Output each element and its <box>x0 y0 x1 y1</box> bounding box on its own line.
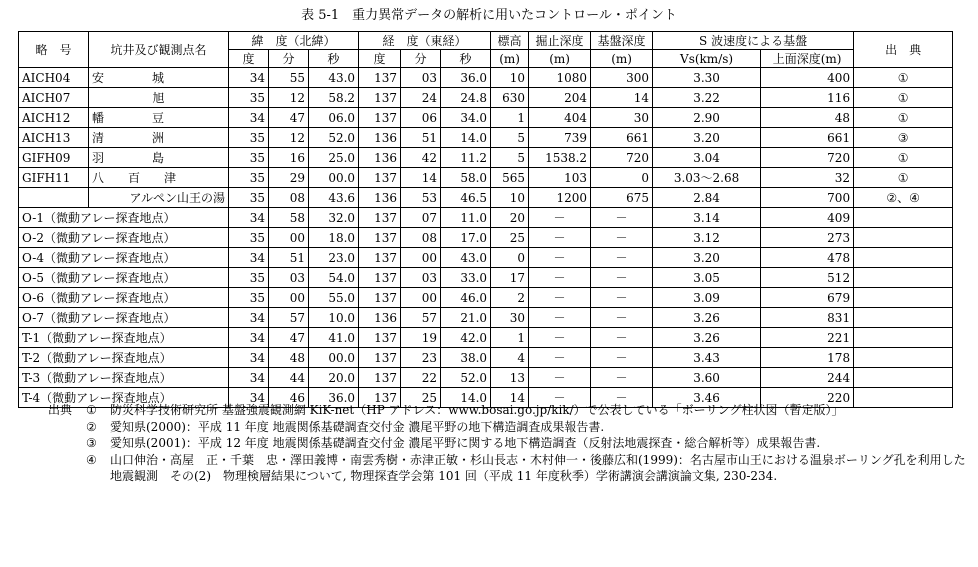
cell-elev: 5 <box>491 128 529 148</box>
header-lat-min: 分 <box>269 50 309 68</box>
cell-top: 478 <box>761 248 854 268</box>
cell-latm: 44 <box>269 368 309 388</box>
cell-lats: 06.0 <box>309 108 359 128</box>
header-name: 坑井及び観測点名 <box>89 32 229 68</box>
cell-depth: 1200 <box>529 188 591 208</box>
cell-vs: 3.26 <box>653 308 761 328</box>
cell-source: ① <box>854 88 953 108</box>
header-lon-sec: 秒 <box>441 50 491 68</box>
cell-lats: 32.0 <box>309 208 359 228</box>
cell-latm: 16 <box>269 148 309 168</box>
cell-lats: 18.0 <box>309 228 359 248</box>
table-row <box>19 248 953 268</box>
cell-abbr: GIFH11 <box>19 168 89 188</box>
cell-top: 409 <box>761 208 854 228</box>
table-row <box>19 228 953 248</box>
cell-lonm: 07 <box>401 208 441 228</box>
cell-elev: 10 <box>491 68 529 88</box>
cell-latm: 46 <box>269 388 309 408</box>
cell-depth: － <box>529 328 591 348</box>
header-lat-deg: 度 <box>229 50 269 68</box>
table-row <box>19 128 953 148</box>
cell-depth: 1080 <box>529 68 591 88</box>
cell-depth: － <box>529 308 591 328</box>
cell-lons: 11.0 <box>441 208 491 228</box>
cell-top: 400 <box>761 68 854 88</box>
cell-name: 羽 島 <box>89 148 229 168</box>
cell-abbr <box>19 188 89 208</box>
cell-lats: 54.0 <box>309 268 359 288</box>
cell-base: － <box>591 368 653 388</box>
cell-lats: 10.0 <box>309 308 359 328</box>
cell-lonm: 03 <box>401 68 441 88</box>
cell-elev: 20 <box>491 208 529 228</box>
table-title: 表 5-1 重力異常データの解析に用いたコントロール・ポイント <box>301 8 677 23</box>
cell-depth: － <box>529 368 591 388</box>
header-vs: Vs(km/s) <box>653 50 761 68</box>
table-row <box>19 368 953 388</box>
cell-latd: 35 <box>229 168 269 188</box>
cell-lons: 17.0 <box>441 228 491 248</box>
header-longitude: 経 度（東経） <box>359 32 491 50</box>
header-elev-unit: (m) <box>491 50 529 68</box>
cell-base: － <box>591 348 653 368</box>
cell-lond: 136 <box>359 148 401 168</box>
cell-latd: 35 <box>229 88 269 108</box>
cell-latm: 57 <box>269 308 309 328</box>
cell-abbr: AICH07 <box>19 88 89 108</box>
cell-elev: 0 <box>491 248 529 268</box>
cell-vs: 3.30 <box>653 68 761 88</box>
cell-lats: 43.6 <box>309 188 359 208</box>
header-lon-deg: 度 <box>359 50 401 68</box>
cell-lonm: 22 <box>401 368 441 388</box>
notes-lead: 出典 <box>48 403 73 417</box>
cell-base: 300 <box>591 68 653 88</box>
header-elevation: 標高 <box>491 32 529 50</box>
cell-name: 旭 <box>89 88 229 108</box>
cell-latd: 34 <box>229 348 269 368</box>
cell-latd: 34 <box>229 368 269 388</box>
note-text: 山口伸治・高屋 正・千葉 忠・澤田義博・南雲秀樹・赤津正敏・杉山長志・木村伸一・後藤広和(1999)：名古屋市山王における温泉ボーリング孔を利用した地震観測 その(2) 物理検層結果について, 物理探査学会第 101 回（平成 11 年度秋季）学術講演会講演論文集, 230-234. <box>110 452 966 483</box>
cell-top: 700 <box>761 188 854 208</box>
table-row <box>19 108 953 128</box>
cell-source: ②、④ <box>854 188 953 208</box>
cell-lats: 23.0 <box>309 248 359 268</box>
cell-latm: 08 <box>269 188 309 208</box>
cell-top: 178 <box>761 348 854 368</box>
cell-abbr: T-4（微動アレー探査地点） <box>19 388 229 408</box>
header-drill-depth: 掘止深度 <box>529 32 591 50</box>
cell-top: 244 <box>761 368 854 388</box>
cell-lond: 136 <box>359 308 401 328</box>
control-point-table <box>18 31 953 408</box>
cell-lonm: 00 <box>401 248 441 268</box>
cell-source <box>854 348 953 368</box>
cell-depth: － <box>529 268 591 288</box>
header-latitude: 緯 度（北緯） <box>229 32 359 50</box>
cell-vs: 3.14 <box>653 208 761 228</box>
cell-top: 273 <box>761 228 854 248</box>
header-depth-unit: (m) <box>529 50 591 68</box>
cell-top: 679 <box>761 288 854 308</box>
cell-depth: 1538.2 <box>529 148 591 168</box>
cell-base: － <box>591 288 653 308</box>
table-row <box>19 308 953 328</box>
cell-lats: 43.0 <box>309 68 359 88</box>
note-4 <box>48 452 968 485</box>
cell-depth: － <box>529 228 591 248</box>
cell-source: ① <box>854 148 953 168</box>
cell-abbr: O-6（微動アレー探査地点） <box>19 288 229 308</box>
cell-lond: 137 <box>359 268 401 288</box>
note-text: 愛知県(2000)：平成 11 年度 地震関係基礎調査交付金 濃尾平野の地下構造調査成果報告書. <box>110 419 605 434</box>
note-num: ② <box>86 419 97 434</box>
cell-latm: 00 <box>269 288 309 308</box>
cell-lonm: 00 <box>401 288 441 308</box>
header-lon-min: 分 <box>401 50 441 68</box>
cell-elev: 5 <box>491 148 529 168</box>
cell-latm: 00 <box>269 228 309 248</box>
table-row <box>19 348 953 368</box>
cell-vs: 2.84 <box>653 188 761 208</box>
cell-top: 220 <box>761 388 854 408</box>
cell-base: 0 <box>591 168 653 188</box>
note-text: 防災科学技術研究所 基盤強震観測網 KiK-net（HP アドレス：www.bosai.go.jp/kik/）で公表している「ボーリング柱状図（暫定版）」 <box>110 403 844 417</box>
cell-latm: 47 <box>269 108 309 128</box>
cell-vs: 3.12 <box>653 228 761 248</box>
cell-lons: 33.0 <box>441 268 491 288</box>
cell-elev: 14 <box>491 388 529 408</box>
header-base-unit: (m) <box>591 50 653 68</box>
cell-source <box>854 228 953 248</box>
cell-lats: 52.0 <box>309 128 359 148</box>
cell-lons: 36.0 <box>441 68 491 88</box>
cell-vs: 3.26 <box>653 328 761 348</box>
cell-top: 831 <box>761 308 854 328</box>
cell-latd: 34 <box>229 108 269 128</box>
cell-lons: 38.0 <box>441 348 491 368</box>
cell-latd: 35 <box>229 228 269 248</box>
cell-name: 八 百 津 <box>89 168 229 188</box>
cell-vs: 3.20 <box>653 248 761 268</box>
cell-source <box>854 368 953 388</box>
cell-lons: 46.0 <box>441 288 491 308</box>
cell-lats: 55.0 <box>309 288 359 308</box>
cell-lond: 137 <box>359 108 401 128</box>
cell-lonm: 14 <box>401 168 441 188</box>
cell-base: － <box>591 208 653 228</box>
cell-lats: 58.2 <box>309 88 359 108</box>
cell-vs: 3.03～2.68 <box>653 168 761 188</box>
cell-name: 安 城 <box>89 68 229 88</box>
cell-elev: 13 <box>491 368 529 388</box>
cell-top: 32 <box>761 168 854 188</box>
cell-elev: 2 <box>491 288 529 308</box>
cell-lonm: 53 <box>401 188 441 208</box>
cell-abbr: T-1（微動アレー探査地点） <box>19 328 229 348</box>
cell-base: 30 <box>591 108 653 128</box>
note-num: ④ <box>86 452 97 467</box>
cell-latd: 34 <box>229 388 269 408</box>
cell-latm: 58 <box>269 208 309 228</box>
cell-lons: 21.0 <box>441 308 491 328</box>
table-row <box>19 88 953 108</box>
cell-lons: 52.0 <box>441 368 491 388</box>
cell-lons: 11.2 <box>441 148 491 168</box>
cell-latm: 12 <box>269 128 309 148</box>
table-row <box>19 328 953 348</box>
cell-abbr: O-1（微動アレー探査地点） <box>19 208 229 228</box>
table-row <box>19 288 953 308</box>
cell-lond: 137 <box>359 368 401 388</box>
note-text: 愛知県(2001)：平成 12 年度 地震関係基礎調査交付金 濃尾平野に関する地下構造調査（反射法地震探査・総合解析等）成果報告書. <box>110 436 821 450</box>
cell-abbr: T-2（微動アレー探査地点） <box>19 348 229 368</box>
cell-lons: 14.0 <box>441 128 491 148</box>
cell-lons: 14.0 <box>441 388 491 408</box>
header-swave: S 波速度による基盤 <box>653 32 854 50</box>
cell-name: 幡 豆 <box>89 108 229 128</box>
cell-elev: 1 <box>491 108 529 128</box>
cell-vs: 3.05 <box>653 268 761 288</box>
cell-base: 675 <box>591 188 653 208</box>
cell-source: ③ <box>854 128 953 148</box>
cell-base: － <box>591 248 653 268</box>
cell-depth: － <box>529 288 591 308</box>
cell-abbr: O-2（微動アレー探査地点） <box>19 228 229 248</box>
cell-lond: 137 <box>359 348 401 368</box>
cell-latd: 34 <box>229 248 269 268</box>
cell-lond: 137 <box>359 288 401 308</box>
cell-latd: 35 <box>229 148 269 168</box>
header-source: 出 典 <box>854 32 953 68</box>
cell-latd: 35 <box>229 268 269 288</box>
cell-lonm: 42 <box>401 148 441 168</box>
cell-elev: 4 <box>491 348 529 368</box>
cell-abbr: O-4（微動アレー探査地点） <box>19 248 229 268</box>
cell-latd: 34 <box>229 308 269 328</box>
cell-latd: 35 <box>229 288 269 308</box>
cell-vs: 3.46 <box>653 388 761 408</box>
cell-latm: 47 <box>269 328 309 348</box>
cell-source: ① <box>854 168 953 188</box>
cell-lond: 137 <box>359 248 401 268</box>
cell-abbr: AICH12 <box>19 108 89 128</box>
cell-lons: 24.8 <box>441 88 491 108</box>
cell-top: 221 <box>761 328 854 348</box>
cell-latd: 35 <box>229 128 269 148</box>
header-basement-depth: 基盤深度 <box>591 32 653 50</box>
cell-lonm: 19 <box>401 328 441 348</box>
cell-lats: 20.0 <box>309 368 359 388</box>
cell-latm: 48 <box>269 348 309 368</box>
cell-elev: 1 <box>491 328 529 348</box>
cell-latm: 03 <box>269 268 309 288</box>
cell-top: 720 <box>761 148 854 168</box>
cell-latm: 29 <box>269 168 309 188</box>
cell-abbr: GIFH09 <box>19 148 89 168</box>
table-row <box>19 148 953 168</box>
cell-lond: 137 <box>359 88 401 108</box>
cell-lond: 137 <box>359 228 401 248</box>
cell-lons: 43.0 <box>441 248 491 268</box>
cell-latm: 12 <box>269 88 309 108</box>
cell-lats: 41.0 <box>309 328 359 348</box>
cell-abbr: AICH04 <box>19 68 89 88</box>
cell-abbr: O-7（微動アレー探査地点） <box>19 308 229 328</box>
cell-name: アルペン山王の湯 <box>89 188 229 208</box>
cell-depth: － <box>529 348 591 368</box>
cell-depth: 739 <box>529 128 591 148</box>
cell-source: ① <box>854 108 953 128</box>
cell-elev: 30 <box>491 308 529 328</box>
cell-latm: 51 <box>269 248 309 268</box>
cell-lats: 36.0 <box>309 388 359 408</box>
table-row <box>19 208 953 228</box>
cell-vs: 3.09 <box>653 288 761 308</box>
cell-latd: 34 <box>229 208 269 228</box>
cell-source <box>854 248 953 268</box>
cell-elev: 17 <box>491 268 529 288</box>
cell-depth: 204 <box>529 88 591 108</box>
cell-latd: 34 <box>229 328 269 348</box>
cell-lond: 137 <box>359 208 401 228</box>
cell-lons: 46.5 <box>441 188 491 208</box>
header-lat-sec: 秒 <box>309 50 359 68</box>
cell-depth: － <box>529 208 591 228</box>
cell-lats: 25.0 <box>309 148 359 168</box>
cell-base: － <box>591 268 653 288</box>
cell-name: 清 洲 <box>89 128 229 148</box>
cell-abbr: O-5（微動アレー探査地点） <box>19 268 229 288</box>
cell-lons: 34.0 <box>441 108 491 128</box>
cell-source <box>854 268 953 288</box>
table-row <box>19 188 953 208</box>
cell-lonm: 57 <box>401 308 441 328</box>
cell-depth: － <box>529 388 591 408</box>
cell-latd: 34 <box>229 68 269 88</box>
note-num: ① <box>86 403 97 417</box>
cell-top: 48 <box>761 108 854 128</box>
cell-source <box>854 208 953 228</box>
table-row <box>19 68 953 88</box>
cell-lond: 137 <box>359 388 401 408</box>
cell-elev: 630 <box>491 88 529 108</box>
cell-lons: 42.0 <box>441 328 491 348</box>
cell-elev: 565 <box>491 168 529 188</box>
cell-depth: 404 <box>529 108 591 128</box>
cell-lond: 137 <box>359 168 401 188</box>
cell-depth: 103 <box>529 168 591 188</box>
cell-base: － <box>591 388 653 408</box>
cell-vs: 3.43 <box>653 348 761 368</box>
table-row <box>19 168 953 188</box>
cell-latd: 35 <box>229 188 269 208</box>
cell-lats: 00.0 <box>309 168 359 188</box>
cell-vs: 3.60 <box>653 368 761 388</box>
cell-base: 720 <box>591 148 653 168</box>
header-abbr: 略 号 <box>19 32 89 68</box>
cell-vs: 3.22 <box>653 88 761 108</box>
cell-top: 661 <box>761 128 854 148</box>
cell-lons: 58.0 <box>441 168 491 188</box>
cell-lats: 00.0 <box>309 348 359 368</box>
cell-lond: 137 <box>359 68 401 88</box>
cell-source: ① <box>854 68 953 88</box>
header-top-depth: 上面深度(m) <box>761 50 854 68</box>
cell-source <box>854 308 953 328</box>
cell-abbr: AICH13 <box>19 128 89 148</box>
cell-abbr: T-3（微動アレー探査地点） <box>19 368 229 388</box>
cell-base: 14 <box>591 88 653 108</box>
cell-lonm: 51 <box>401 128 441 148</box>
cell-lonm: 06 <box>401 108 441 128</box>
cell-lond: 136 <box>359 188 401 208</box>
cell-elev: 25 <box>491 228 529 248</box>
cell-lond: 137 <box>359 328 401 348</box>
cell-source <box>854 288 953 308</box>
cell-top: 512 <box>761 268 854 288</box>
cell-vs: 3.20 <box>653 128 761 148</box>
note-3 <box>48 435 968 452</box>
cell-lonm: 24 <box>401 88 441 108</box>
cell-vs: 3.04 <box>653 148 761 168</box>
cell-lonm: 23 <box>401 348 441 368</box>
cell-base: － <box>591 328 653 348</box>
cell-depth: － <box>529 248 591 268</box>
cell-base: － <box>591 308 653 328</box>
cell-lonm: 08 <box>401 228 441 248</box>
cell-lond: 136 <box>359 128 401 148</box>
cell-lonm: 03 <box>401 268 441 288</box>
cell-top: 116 <box>761 88 854 108</box>
note-1 <box>48 402 968 419</box>
cell-lonm: 25 <box>401 388 441 408</box>
cell-vs: 2.90 <box>653 108 761 128</box>
cell-source <box>854 328 953 348</box>
cell-base: 661 <box>591 128 653 148</box>
sources-notes <box>48 402 968 485</box>
cell-base: － <box>591 228 653 248</box>
table-row <box>19 268 953 288</box>
cell-latm: 55 <box>269 68 309 88</box>
note-num: ③ <box>86 436 97 450</box>
note-2 <box>48 419 968 436</box>
cell-elev: 10 <box>491 188 529 208</box>
